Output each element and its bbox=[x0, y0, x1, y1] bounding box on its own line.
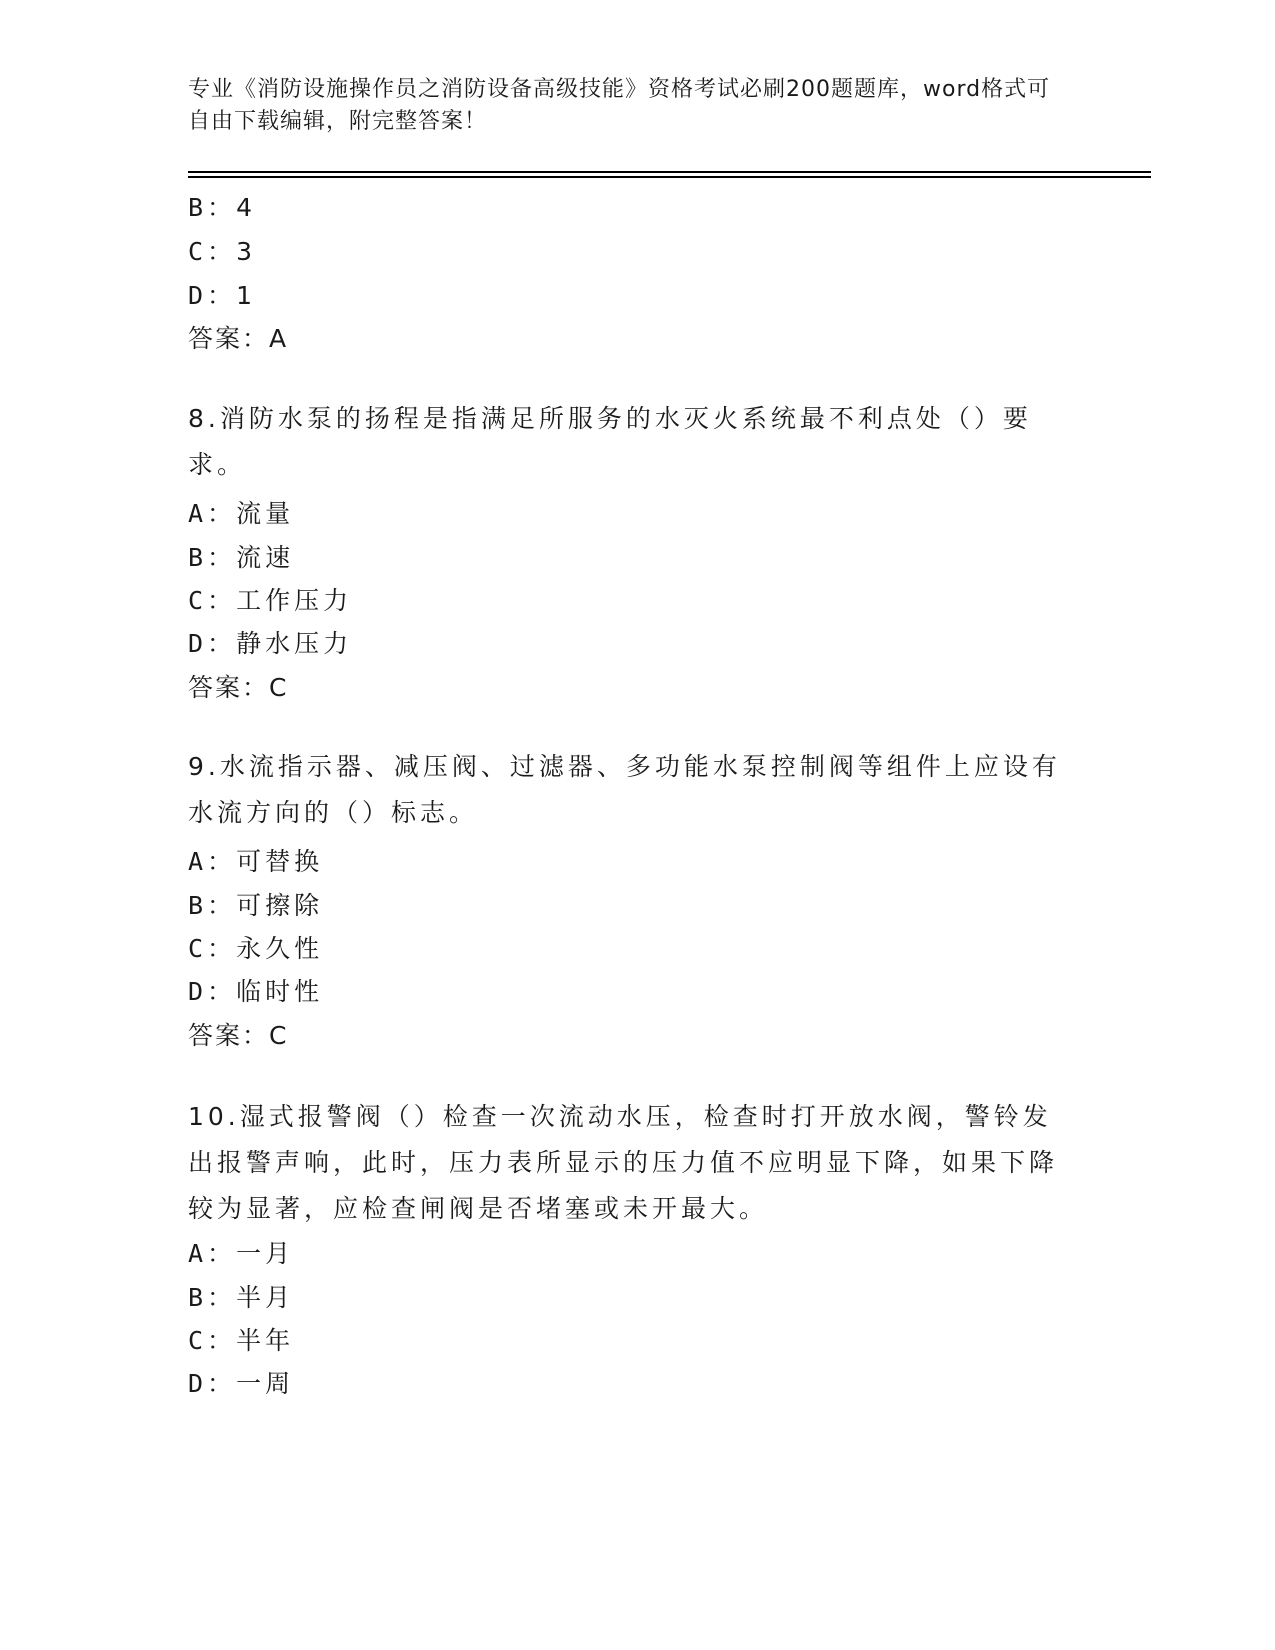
q8-option-d bbox=[188, 624, 352, 660]
q10-question: 10.湿式报警阀（）检查一次流动水压，检查时打开放水阀，警铃发出报警声响，此时，压力表所显示的压力值不应明显下降，如果下降较为显著，应检查闸阀是否堵塞或未开最大。 bbox=[188, 1102, 1059, 1223]
option-key: C： bbox=[188, 586, 237, 615]
q9-option-b bbox=[188, 886, 323, 922]
option-value: 流量 bbox=[236, 499, 295, 528]
q10-option-a bbox=[188, 1234, 294, 1270]
option-value: 3 bbox=[236, 237, 256, 266]
option-key: A： bbox=[188, 1239, 237, 1268]
q8-option-b bbox=[188, 538, 294, 574]
q8-option-a bbox=[188, 494, 294, 530]
option-key: C： bbox=[188, 934, 237, 963]
option-key: A： bbox=[188, 847, 237, 876]
option-key: D： bbox=[188, 629, 237, 658]
q9-question: 9.水流指示器、减压阀、过滤器、多功能水泵控制阀等组件上应设有水流方向的（）标志。 bbox=[188, 752, 1061, 827]
option-key: D： bbox=[188, 281, 237, 310]
option-key: C： bbox=[188, 1326, 237, 1355]
option-key: B： bbox=[188, 193, 237, 222]
option-value: 临时性 bbox=[236, 977, 324, 1006]
option-value: 流速 bbox=[236, 543, 295, 572]
option-value: 4 bbox=[236, 193, 256, 222]
q9-option-a bbox=[188, 842, 323, 878]
q8-question: 8.消防水泵的扬程是指满足所服务的水灭火系统最不利点处（）要求。 bbox=[188, 404, 1032, 479]
option-value: 静水压力 bbox=[236, 629, 353, 658]
q9-answer: 答案：C bbox=[188, 1021, 289, 1050]
option-value: 1 bbox=[236, 281, 256, 310]
option-value: 一月 bbox=[236, 1239, 295, 1268]
option-value: 一周 bbox=[236, 1369, 295, 1398]
q9-option-c bbox=[188, 929, 323, 965]
option-value: 永久性 bbox=[236, 934, 324, 963]
q8-option-c bbox=[188, 581, 352, 617]
q10-option-c bbox=[188, 1321, 294, 1357]
option-value: 半年 bbox=[236, 1326, 295, 1355]
option-key: D： bbox=[188, 1369, 237, 1398]
q8-answer: 答案：C bbox=[188, 673, 289, 702]
option-key: A： bbox=[188, 499, 237, 528]
q10-option-b bbox=[188, 1278, 294, 1314]
option-key: B： bbox=[188, 543, 237, 572]
q7-option-d bbox=[188, 276, 256, 312]
q7-answer: 答案：A bbox=[188, 324, 289, 353]
option-value: 可替换 bbox=[236, 847, 324, 876]
header-rule-bottom bbox=[188, 176, 1151, 178]
q10-option-d bbox=[188, 1364, 294, 1400]
document-header: 专业《消防设施操作员之消防设备高级技能》资格考试必刷200题题库，word格式可自由下载编辑，附完整答案！ bbox=[188, 77, 1051, 134]
option-key: B： bbox=[188, 891, 237, 920]
option-key: D： bbox=[188, 977, 237, 1006]
option-key: B： bbox=[188, 1283, 237, 1312]
option-value: 工作压力 bbox=[236, 586, 353, 615]
option-key: C： bbox=[188, 237, 237, 266]
q9-option-d bbox=[188, 972, 323, 1008]
q7-option-b bbox=[188, 188, 256, 224]
q7-option-c bbox=[188, 232, 256, 268]
option-value: 半月 bbox=[236, 1283, 295, 1312]
header-rule-top bbox=[188, 171, 1151, 173]
option-value: 可擦除 bbox=[236, 891, 324, 920]
